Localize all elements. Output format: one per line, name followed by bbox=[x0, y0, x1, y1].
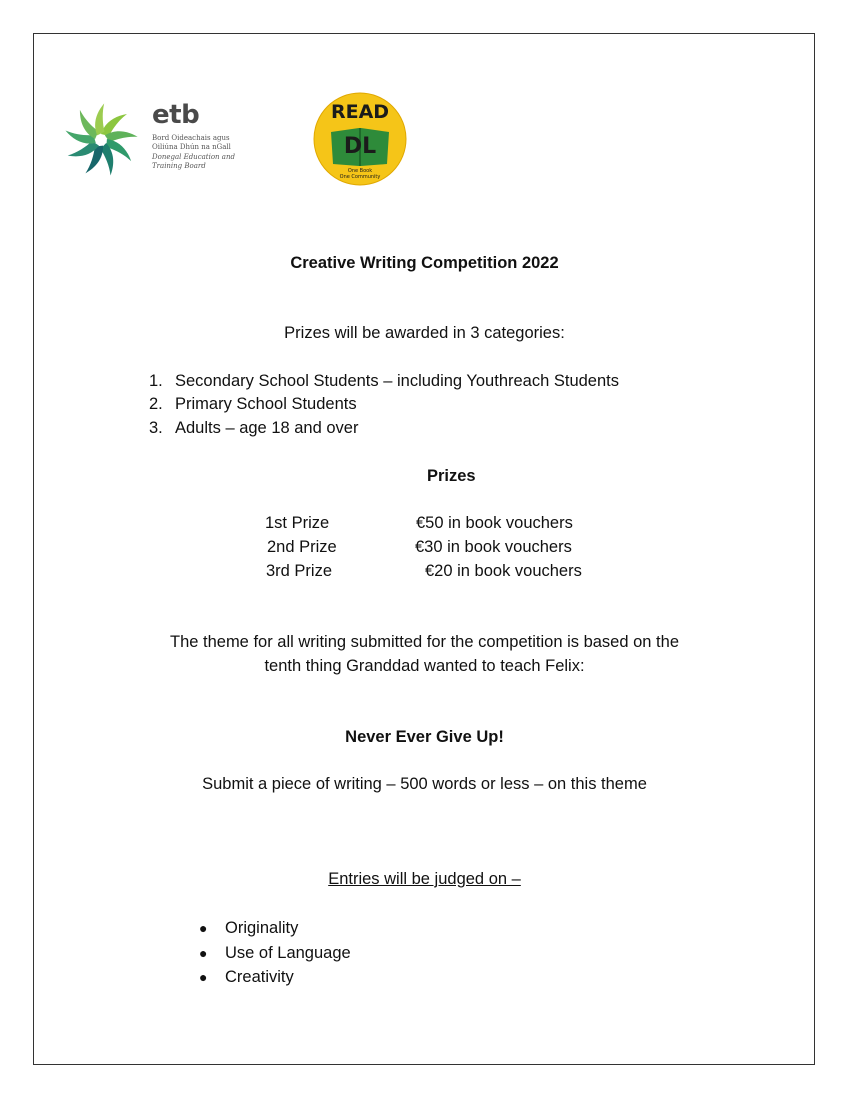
page-title: Creative Writing Competition 2022 bbox=[290, 254, 559, 272]
list-item bbox=[149, 395, 357, 414]
list-item bbox=[199, 919, 298, 938]
prize-amount: €20 in book vouchers bbox=[425, 562, 582, 580]
list-item-text: Adults – age 18 and over bbox=[175, 419, 359, 437]
submission-instructions: Submit a piece of writing – 500 words or less – on this theme bbox=[202, 775, 647, 793]
read-dl-badge-icon bbox=[313, 92, 407, 186]
prize-place: 2nd Prize bbox=[267, 538, 337, 556]
list-item bbox=[199, 968, 294, 987]
etb-line-3: Donegal Education and bbox=[152, 153, 235, 161]
criterion-text: Originality bbox=[225, 919, 299, 937]
prize-place: 1st Prize bbox=[265, 514, 330, 532]
read-dl-top-text: READ bbox=[330, 101, 390, 123]
etb-line-2: Oiliúna Dhún na nGall bbox=[152, 143, 231, 151]
list-item-number: 1. bbox=[149, 372, 163, 390]
list-item bbox=[149, 419, 358, 438]
etb-line-1: Bord Oideachais agus bbox=[152, 134, 230, 142]
read-dl-logo bbox=[313, 92, 407, 186]
list-item bbox=[199, 944, 351, 963]
etb-wordmark: etb bbox=[152, 100, 200, 130]
prize-amount: €30 in book vouchers bbox=[415, 538, 572, 556]
bullet-icon: ● bbox=[199, 945, 208, 961]
read-dl-line-2: One Community bbox=[339, 174, 381, 180]
categories-intro: Prizes will be awarded in 3 categories: bbox=[284, 324, 565, 342]
etb-logo bbox=[64, 100, 234, 180]
judging-heading: Entries will be judged on – bbox=[328, 870, 521, 888]
prizes-heading: Prizes bbox=[427, 467, 476, 485]
theme-text-line-1: The theme for all writing submitted for the competition is based on the bbox=[169, 633, 679, 651]
bullet-icon: ● bbox=[199, 969, 208, 985]
list-item-number: 2. bbox=[149, 395, 163, 413]
read-dl-middle-text: DL bbox=[343, 134, 377, 159]
prize-amount: €50 in book vouchers bbox=[416, 514, 573, 532]
etb-line-4: Training Board bbox=[152, 162, 206, 170]
list-item-text: Secondary School Students – including Youthreach Students bbox=[175, 372, 619, 390]
criterion-text: Use of Language bbox=[225, 944, 351, 962]
list-item-text: Primary School Students bbox=[175, 395, 357, 413]
etb-swirl-icon bbox=[64, 100, 144, 180]
list-item bbox=[149, 372, 619, 391]
theme-text-line-2: tenth thing Granddad wanted to teach Felix: bbox=[264, 657, 585, 675]
criterion-text: Creativity bbox=[225, 968, 294, 986]
prize-place: 3rd Prize bbox=[266, 562, 333, 580]
list-item-number: 3. bbox=[149, 419, 163, 437]
theme-title: Never Ever Give Up! bbox=[345, 728, 504, 746]
read-dl-line-1: One Book bbox=[347, 168, 373, 174]
bullet-icon: ● bbox=[199, 920, 208, 936]
